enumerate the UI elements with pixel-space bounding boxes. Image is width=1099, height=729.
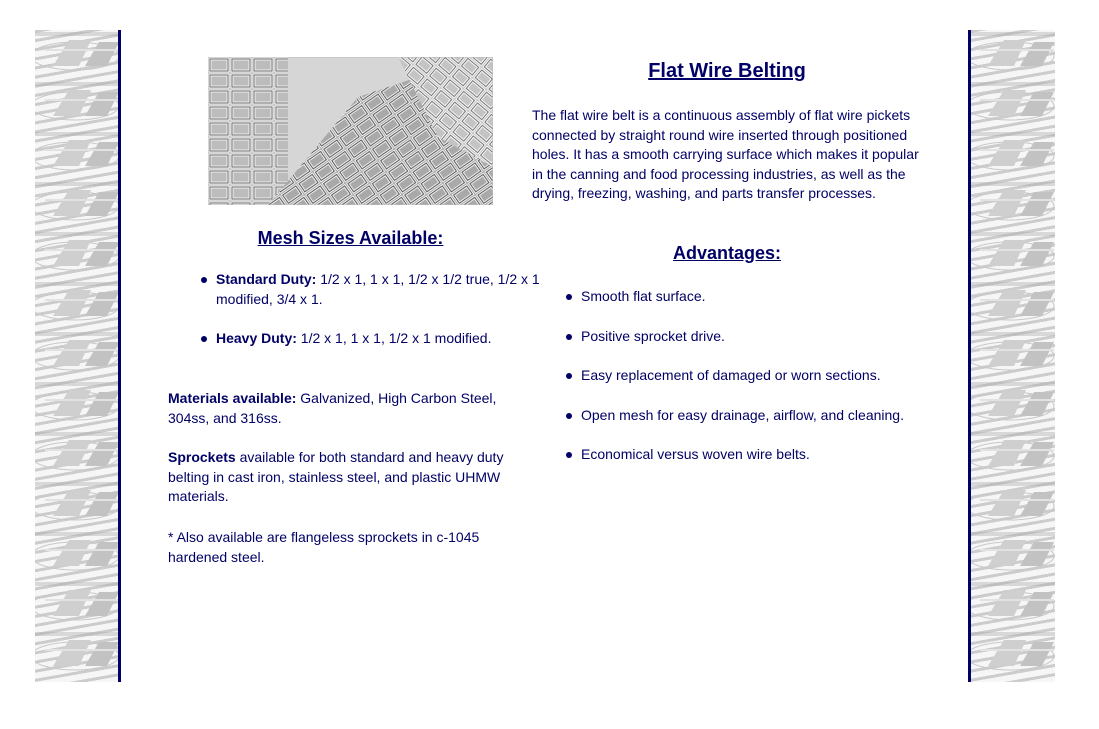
heavy-duty-sizes: 1/2 x 1, 1 x 1, 1/2 x 1 modified.	[296, 330, 492, 346]
decorative-logo-tile	[35, 30, 120, 80]
decorative-logo-tile	[970, 280, 1055, 330]
advantages-heading: Advantages:	[672, 243, 782, 263]
flangeless-note: * Also available are flangeless sprockets in c-1045 hardened steel.	[168, 529, 480, 565]
materials-paragraph	[168, 389, 530, 428]
mesh-sizes-list	[168, 270, 566, 369]
list-item: Economical versus woven wire belts.	[581, 445, 941, 465]
sprockets-paragraph	[168, 448, 530, 507]
standard-duty-sizes: 1/2 x 1, 1 x 1, 1/2 x 1/2 true, 1/2 x 1 modified, 3/4 x 1.	[216, 271, 540, 307]
standard-duty-label: Standard Duty:	[216, 271, 317, 287]
list-item: Smooth flat surface.	[581, 287, 941, 307]
materials-text: Galvanized, High Carbon Steel, 304ss, and 316ss.	[168, 390, 497, 426]
heavy-duty-label: Heavy Duty:	[216, 330, 297, 346]
right-divider-line	[968, 30, 971, 682]
list-item: Positive sprocket drive.	[581, 327, 941, 347]
list-item: Easy replacement of damaged or worn sections.	[581, 366, 941, 386]
right-decorative-strip	[970, 30, 1055, 682]
decorative-logo-tile	[35, 180, 120, 230]
intro-paragraph: The flat wire belt is a continuous assembly of flat wire pickets connected by straight round wire inserted through positioned holes. It has a smooth carrying surface which makes it popular in the canning and food processing industries, as well as the drying, freezing, washing, and parts transfer processes.	[532, 107, 919, 201]
decorative-logo-tile	[35, 580, 120, 630]
decorative-logo-tile	[970, 230, 1055, 280]
advantages-list	[532, 287, 941, 485]
decorative-logo-tile	[35, 330, 120, 380]
decorative-logo-tile	[35, 430, 120, 480]
decorative-logo-tile	[970, 30, 1055, 80]
left-decorative-strip	[35, 30, 120, 682]
decorative-logo-tile	[35, 280, 120, 330]
sprockets-text: available for both standard and heavy duty belting in cast iron, stainless steel, and plastic UHMW materials.	[168, 449, 504, 504]
decorative-logo-tile	[35, 380, 120, 430]
decorative-logo-tile	[970, 630, 1055, 680]
decorative-logo-tile	[970, 130, 1055, 180]
decorative-logo-tile	[35, 80, 120, 130]
decorative-logo-tile	[970, 480, 1055, 530]
decorative-logo-tile	[970, 530, 1055, 580]
decorative-logo-tile	[35, 130, 120, 180]
decorative-logo-tile	[970, 430, 1055, 480]
mesh-sizes-heading: Mesh Sizes Available:	[257, 228, 444, 248]
left-divider-line	[118, 30, 121, 682]
decorative-logo-tile	[970, 380, 1055, 430]
flat-wire-belt-photo	[208, 57, 493, 205]
decorative-logo-tile	[35, 530, 120, 580]
decorative-logo-tile	[970, 180, 1055, 230]
decorative-logo-tile	[35, 630, 120, 680]
list-item	[216, 329, 566, 349]
list-item	[216, 270, 566, 309]
page-title: Flat Wire Belting	[648, 60, 806, 82]
decorative-logo-tile	[35, 230, 120, 280]
decorative-logo-tile	[970, 330, 1055, 380]
list-item: Open mesh for easy drainage, airflow, and cleaning.	[581, 406, 941, 426]
decorative-logo-tile	[970, 80, 1055, 130]
sprockets-label: Sprockets	[168, 449, 236, 465]
decorative-logo-tile	[970, 580, 1055, 630]
decorative-logo-tile	[970, 680, 1055, 682]
materials-label: Materials available:	[168, 390, 297, 406]
decorative-logo-tile	[35, 680, 120, 682]
decorative-logo-tile	[35, 480, 120, 530]
